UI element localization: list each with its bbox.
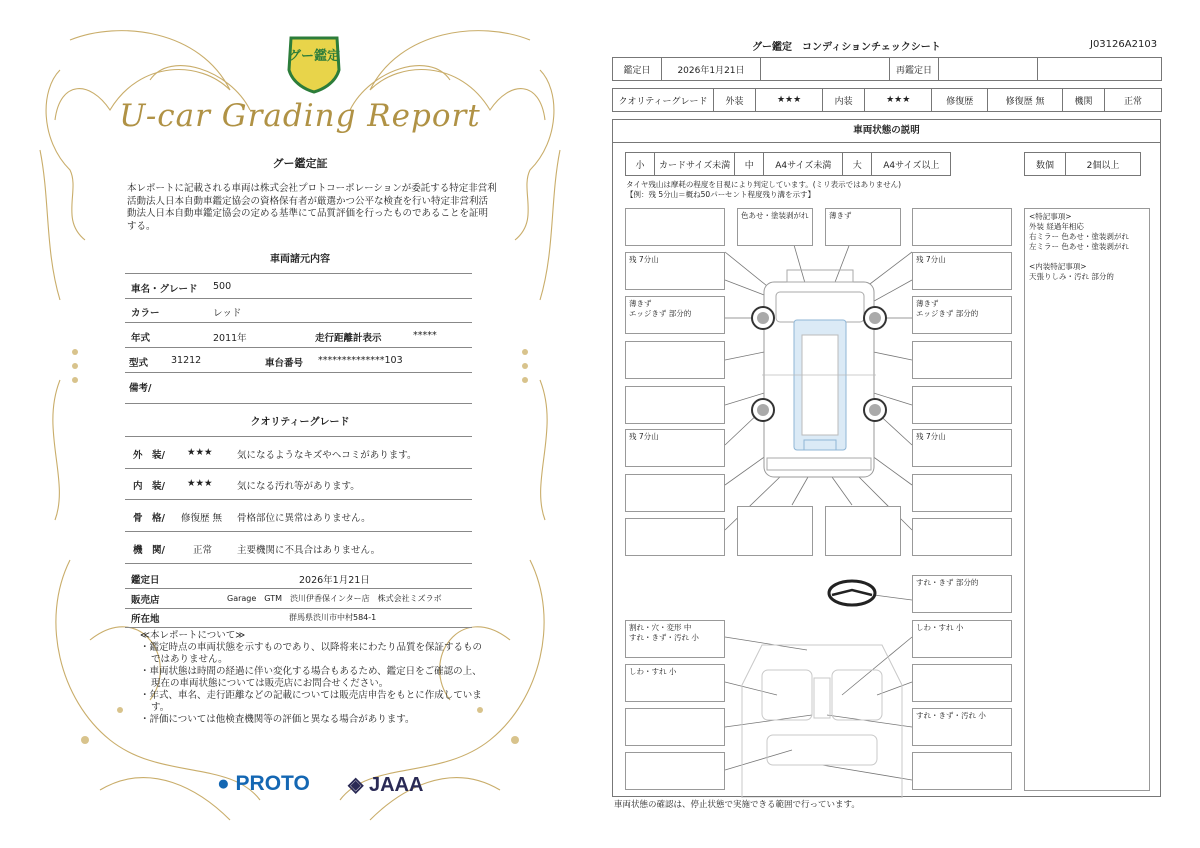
exterior-stars: ★★★ <box>187 447 213 458</box>
address-label: 所在地 <box>131 614 160 625</box>
spec-row-year <box>125 323 472 348</box>
special-notes-panel <box>1024 208 1150 791</box>
quality-grade-table <box>612 88 1162 112</box>
note-box <box>825 506 901 556</box>
car-top-view <box>762 270 876 477</box>
proto-logo: ● PROTO <box>217 772 310 795</box>
frame-text: 骨格部位に異常はありません。 <box>237 513 371 524</box>
note-box-tire-front-right <box>912 252 1012 290</box>
repair-label: 修復歴 <box>932 89 988 112</box>
sheet-code: J03126A2103 <box>1090 39 1158 50</box>
color-label: カラー <box>131 308 160 319</box>
appraisal-date-label: 鑑定日 <box>613 58 662 81</box>
proto-logo-text: PROTO <box>235 772 310 795</box>
interior-stars: ★★★ <box>865 89 932 112</box>
sheet-footer: 車両状態の確認は、停止状態で実施できる範囲で行っています。 <box>614 800 860 810</box>
count-label: 数個 <box>1025 153 1066 176</box>
tire-note-line: タイヤ残山は摩耗の程度を目視により判定しています。(ミリ表示ではありません) <box>626 180 902 189</box>
front-left-top-note: 色あせ・塗装剥がれ <box>741 211 809 220</box>
interior-special-heading: <内装特記事項> <box>1029 262 1087 271</box>
condition-heading: 車両状態の説明 <box>612 119 1161 143</box>
note-box-dash <box>625 620 725 658</box>
tire-note-example: 【例：残 5分山＝概ね50パーセント程度残り溝を示す】 <box>626 189 816 199</box>
chassis-value: **************103 <box>318 355 403 366</box>
note-box-front-right-top <box>825 208 901 246</box>
appraisal-date-value: 2026年1月21日 <box>662 58 761 81</box>
size-large-desc: A4サイズ以上 <box>872 153 951 176</box>
quality-grade-label: クオリティーグレード <box>613 89 714 112</box>
tire-front-right-note: 残 7分山 <box>916 255 946 264</box>
exterior-label: 外装 <box>714 89 756 112</box>
info-row-address <box>125 609 472 628</box>
certificate-subtitle: グー鑑定証 <box>272 157 328 170</box>
note-box-left-front <box>625 296 725 334</box>
chassis-label: 車台番号 <box>265 358 304 369</box>
note-item: ・評価については他検査機関等の評価と異なる場合があります。 <box>140 714 415 725</box>
engine-value: 正常 <box>1105 89 1162 112</box>
frame-value: 修復歴 無 <box>181 513 223 524</box>
info-row-dealer <box>125 589 472 609</box>
tire-front-left-note: 残 7分山 <box>629 255 659 264</box>
report-notes <box>140 630 490 726</box>
special-note-item: 右ミラー 色あせ・塗装剥がれ <box>1029 232 1129 241</box>
size-large-label: 大 <box>843 153 872 176</box>
grade-row-exterior <box>125 436 472 469</box>
note-item: ・年式、車名、走行距離などの記載については販売店申告をもとに作成しています。 <box>140 690 482 713</box>
note-box-right-seat-top <box>912 620 1012 658</box>
note-box <box>912 664 1012 702</box>
tire-note <box>626 180 901 199</box>
color-value: レッド <box>213 308 242 319</box>
tire-rear-right-note: 残 7分山 <box>916 432 946 441</box>
dealer-value: Garage GTM 渋川伊香保インター店 株式会社ミズラボ <box>227 594 442 603</box>
interior-text: 気になる汚れ等があります。 <box>237 481 360 492</box>
dash-note: 割れ・穴・変形 中 すれ・きず・汚れ 小 <box>629 623 699 642</box>
exterior-label: 外 装/ <box>133 450 165 461</box>
spec-heading: 車両諸元内容 <box>270 254 330 265</box>
note-box-tire-rear-left <box>625 429 725 467</box>
special-note-item: 左ミラー 色あせ・塗装剥がれ <box>1029 242 1129 251</box>
report-title: U-car Grading Report <box>119 98 481 134</box>
certificate-intro: 本レポートに記載される車両は株式会社プロトコーポレーションが委託する特定非営利活動法人日本自動車鑑定協会の資格保有者が厳選かつ公平な検査を行い特定非営利活動法人日本自動車鑑定協会の定める基準にて品質評価を行ったものであることを証明する。 <box>127 183 497 232</box>
note-box <box>625 752 725 790</box>
note-box <box>625 474 725 512</box>
repair-value: 修復歴 無 <box>988 89 1063 112</box>
sheet-title: グー鑑定 コンディションチェックシート <box>752 42 941 53</box>
note-box-front-left-top <box>737 208 813 246</box>
special-notes-heading: <特記事項> <box>1029 212 1072 221</box>
size-legend-table <box>625 152 951 176</box>
note-box-right-seat <box>912 708 1012 746</box>
note-item: ・車両状態は時間の経過に伴い変化する場合もあるため、鑑定日をご確認の上、現在の車両状態については販売店にお問合せください。 <box>140 666 482 689</box>
mileage-value: ***** <box>413 330 437 341</box>
type-value: 31212 <box>171 355 202 366</box>
size-mid-label: 中 <box>735 153 764 176</box>
note-box <box>625 386 725 424</box>
date-label: 鑑定日 <box>131 575 160 586</box>
note-box-steering <box>912 575 1012 613</box>
quality-heading: クオリティーグレード <box>250 417 350 428</box>
note-box <box>912 386 1012 424</box>
exterior-stars: ★★★ <box>756 89 823 112</box>
jaaa-logo: ◈ JAAA <box>348 774 424 796</box>
exterior-text: 気になるようなキズやヘコミがあります。 <box>237 450 417 461</box>
left-front-note: 薄きず エッジきず 部分的 <box>629 299 692 318</box>
year-label: 年式 <box>131 333 151 344</box>
size-small-label: 小 <box>626 153 655 176</box>
note-item: ・鑑定時点の車両状態を示すものであり、以降将来にわたり品質を保証するものではありません。 <box>140 642 483 665</box>
appraisal-date-table <box>612 57 1162 81</box>
frame-label: 骨 格/ <box>133 513 165 524</box>
special-note-item: 外装 経過年相応 <box>1029 222 1084 231</box>
model-label: 車名・グレード <box>131 284 198 295</box>
count-legend-table <box>1024 152 1141 176</box>
spec-row-color <box>125 298 472 323</box>
grade-row-interior <box>125 468 472 500</box>
spec-row-remarks <box>125 373 472 404</box>
note-box <box>912 752 1012 790</box>
jaaa-logo-text: JAAA <box>368 774 424 796</box>
emblem-text: グー鑑定 <box>287 49 341 64</box>
interior-label: 内 装/ <box>133 481 165 492</box>
type-label: 型式 <box>129 358 149 369</box>
right-front-note: 薄きず エッジきず 部分的 <box>916 299 979 318</box>
tire-rear-left-note: 残 7分山 <box>629 432 659 441</box>
year-value: 2011年 <box>213 333 247 344</box>
size-small-desc: カードサイズ未満 <box>655 153 735 176</box>
grade-row-engine <box>125 532 472 564</box>
model-value: 500 <box>213 281 232 292</box>
interior-special-item: 天張りしみ・汚れ 部分的 <box>1029 272 1114 281</box>
goo-appraisal-emblem <box>285 30 343 94</box>
reappraisal-date-label: 再鑑定日 <box>890 58 939 81</box>
note-box <box>625 341 725 379</box>
notes-heading: ≪本レポートについて≫ <box>140 630 246 641</box>
interior-stars: ★★★ <box>187 478 213 489</box>
note-box <box>625 208 725 246</box>
count-desc: 2個以上 <box>1066 153 1141 176</box>
note-box-left-seat <box>625 664 725 702</box>
date-value: 2026年1月21日 <box>299 575 370 586</box>
note-box-tire-front-left <box>625 252 725 290</box>
engine-value: 正常 <box>193 545 213 556</box>
info-row-date <box>125 569 472 589</box>
note-box <box>912 474 1012 512</box>
engine-label: 機関 <box>1062 89 1104 112</box>
spec-row-model <box>125 273 472 299</box>
grade-row-frame <box>125 500 472 532</box>
spec-row-type <box>125 348 472 373</box>
note-box <box>625 518 725 556</box>
right-seat-note: すれ・きず・汚れ 小 <box>916 711 986 720</box>
note-box <box>737 506 813 556</box>
address-value: 群馬県渋川市中村584-1 <box>289 613 377 622</box>
steering-note: すれ・きず 部分的 <box>916 578 979 587</box>
left-seat-note: しわ・すれ 小 <box>629 667 677 676</box>
note-box <box>912 518 1012 556</box>
steering-wheel-icon <box>829 581 875 605</box>
mileage-label: 走行距離計表示 <box>315 333 382 344</box>
dealer-label: 販売店 <box>131 595 160 606</box>
note-box-right-front <box>912 296 1012 334</box>
right-seat-top-note: しわ・すれ 小 <box>916 623 964 632</box>
interior-label: 内装 <box>823 89 865 112</box>
note-box <box>912 208 1012 246</box>
front-right-top-note: 薄きず <box>829 211 852 220</box>
note-box-tire-rear-right <box>912 429 1012 467</box>
engine-label: 機 関/ <box>133 545 165 556</box>
engine-text: 主要機関に不具合はありません。 <box>237 545 381 556</box>
note-box <box>625 708 725 746</box>
size-mid-desc: A4サイズ未満 <box>764 153 843 176</box>
remarks-label: 備考/ <box>129 383 152 394</box>
note-box <box>912 341 1012 379</box>
